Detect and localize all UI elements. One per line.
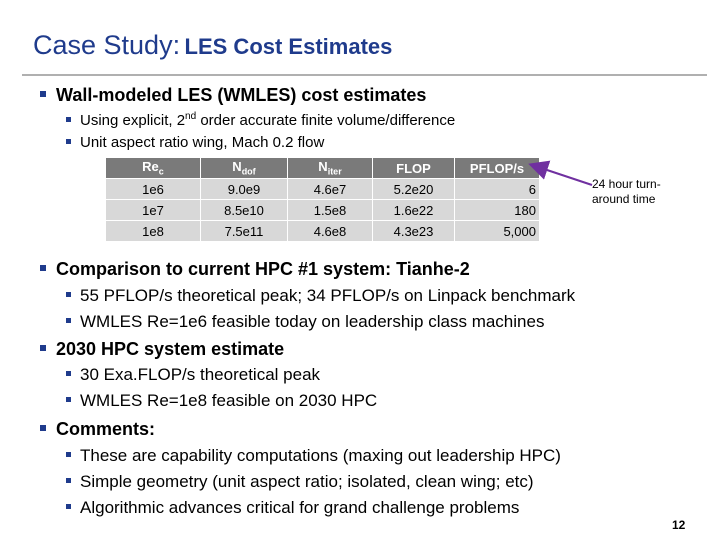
table-cell: 1.6e22 bbox=[373, 200, 455, 221]
bullet-square-icon bbox=[40, 425, 46, 431]
table-cell: 1e8 bbox=[106, 221, 201, 242]
bullet-item bbox=[66, 472, 534, 492]
bullet-text: Using explicit, 2 bbox=[80, 112, 186, 129]
bullet-text: Algorithmic advances critical for grand challenge problems bbox=[80, 498, 520, 517]
table-cell: 180 bbox=[455, 200, 540, 221]
bullet-item bbox=[66, 446, 561, 466]
title-prefix: Case Study: bbox=[33, 30, 181, 60]
section-heading-comments bbox=[40, 419, 155, 440]
section-heading-text: Comments: bbox=[56, 419, 156, 439]
table-cell: 1.5e8 bbox=[288, 200, 373, 221]
table-header-cell: PFLOP/s bbox=[455, 158, 540, 179]
bullet-square-icon bbox=[66, 452, 71, 457]
bullet-text: Simple geometry (unit aspect ratio; isolated, clean wing; etc) bbox=[80, 472, 534, 491]
table-cell: 1e6 bbox=[106, 179, 201, 200]
bullet-square-icon bbox=[66, 478, 71, 483]
table-header-cell: $N_{dof}$ bbox=[201, 158, 288, 179]
title-main: LES Cost Estimates bbox=[184, 34, 393, 59]
table-cell: 1e7 bbox=[106, 200, 201, 221]
section-heading-wmles bbox=[40, 85, 426, 106]
bullet-item bbox=[66, 286, 575, 306]
bullet-item bbox=[66, 498, 519, 518]
table-cell: 4.6e8 bbox=[288, 221, 373, 242]
slide-title bbox=[33, 30, 392, 61]
bullet-text: These are capability computations (maxing out leadership HPC) bbox=[80, 446, 561, 465]
bullet-text: WMLES Re=1e8 feasible on 2030 HPC bbox=[80, 391, 378, 410]
table-header-cell: FLOP bbox=[373, 158, 455, 179]
bullet-text: WMLES Re=1e6 feasible today on leadership class machines bbox=[80, 312, 545, 331]
cost-estimate-table bbox=[105, 157, 540, 242]
table-header-row bbox=[106, 158, 540, 179]
bullet-item bbox=[66, 312, 544, 332]
table-cell: 9.0e9 bbox=[201, 179, 288, 200]
table-cell: 4.6e7 bbox=[288, 179, 373, 200]
superscript: nd bbox=[185, 111, 197, 122]
page-number: 12 bbox=[672, 518, 686, 532]
table-cell: 8.5e10 bbox=[201, 200, 288, 221]
annotation-arrow-icon bbox=[520, 155, 600, 195]
bullet-item bbox=[66, 391, 377, 411]
bullet-item bbox=[66, 111, 455, 129]
bullet-square-icon bbox=[40, 345, 46, 351]
turnaround-annotation bbox=[592, 177, 661, 207]
table-cell: 4.3e23 bbox=[373, 221, 455, 242]
section-heading-2030 bbox=[40, 339, 284, 360]
table-row bbox=[106, 221, 540, 242]
bullet-square-icon bbox=[40, 91, 46, 97]
bullet-text: order accurate finite volume/difference bbox=[196, 112, 456, 129]
annotation-line: 24 hour turn- bbox=[592, 177, 661, 191]
bullet-item bbox=[66, 365, 320, 385]
section-heading-text: Comparison to current HPC #1 system: Tianhe-2 bbox=[56, 259, 470, 279]
table-cell: 7.5e11 bbox=[201, 221, 288, 242]
annotation-line: around time bbox=[592, 192, 656, 206]
bullet-square-icon bbox=[40, 265, 46, 271]
bullet-square-icon bbox=[66, 504, 71, 509]
bullet-square-icon bbox=[66, 397, 71, 402]
bullet-text: Unit aspect ratio wing, Mach 0.2 flow bbox=[80, 134, 325, 151]
bullet-item bbox=[66, 134, 324, 151]
bullet-square-icon bbox=[66, 371, 71, 376]
bullet-square-icon bbox=[66, 318, 71, 323]
bullet-square-icon bbox=[66, 117, 71, 122]
table-header-cell: $Re_c$ bbox=[106, 158, 201, 179]
table-cell: 5.2e20 bbox=[373, 179, 455, 200]
table-header-cell: $N_{iter}$ bbox=[288, 158, 373, 179]
section-heading-text: 2030 HPC system estimate bbox=[56, 339, 285, 359]
table-cell: 5,000 bbox=[455, 221, 540, 242]
bullet-text: 30 Exa.FLOP/s theoretical peak bbox=[80, 365, 321, 384]
bullet-text: 55 PFLOP/s theoretical peak; 34 PFLOP/s on Linpack benchmark bbox=[80, 286, 576, 305]
bullet-square-icon bbox=[66, 292, 71, 297]
table-cell: 6 bbox=[455, 179, 540, 200]
table-row bbox=[106, 179, 540, 200]
section-heading-comparison bbox=[40, 259, 470, 280]
bullet-square-icon bbox=[66, 139, 71, 144]
title-divider bbox=[22, 74, 707, 76]
section-heading-text: Wall-modeled LES (WMLES) cost estimates bbox=[56, 85, 427, 105]
table-row bbox=[106, 200, 540, 221]
